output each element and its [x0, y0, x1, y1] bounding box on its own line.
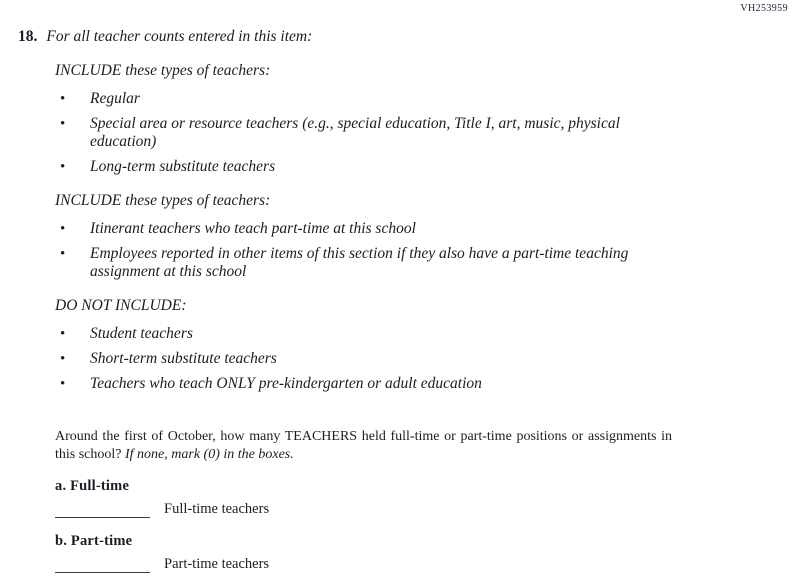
answer-a-row: [55, 501, 797, 518]
part-time-teachers-label: Part-time teachers: [164, 556, 270, 572]
list-item: [55, 90, 663, 108]
list-item: [55, 220, 663, 238]
bullet-icon: •: [60, 91, 66, 107]
list-item: [55, 375, 663, 393]
include-2-list: [55, 220, 797, 281]
list-item: [55, 325, 663, 343]
form-code: VH253959: [740, 3, 788, 14]
bullet-icon: •: [60, 351, 66, 367]
question-intro-line: [18, 27, 797, 46]
list-item: [55, 350, 663, 368]
bullet-icon: •: [60, 116, 66, 132]
full-time-teachers-label: Full-time teachers: [164, 501, 270, 517]
list-item-text: Itinerant teachers who teach part-time at this school: [90, 220, 416, 237]
list-item-text: Short-term substitute teachers: [90, 350, 277, 367]
bullet-icon: •: [60, 246, 66, 262]
do-not-include-list: [55, 325, 797, 393]
question-prompt: [55, 428, 672, 463]
part-time-teachers-input[interactable]: [55, 557, 150, 573]
list-item-text: Regular: [90, 90, 140, 107]
list-item-text: Special area or resource teachers (e.g., special education, Title I, art, music, physical education): [90, 115, 620, 150]
question-prompt-note: If none, mark (0) in the boxes.: [125, 446, 294, 462]
answer-b-row: [55, 556, 797, 573]
question-prompt-text: Around the first of October, how many TEACHERS held full-time or part-time positions or assignments in this school?: [55, 429, 672, 462]
bullet-icon: •: [60, 159, 66, 175]
list-item: [55, 245, 663, 281]
include-1-heading: INCLUDE these types of teachers:: [55, 62, 271, 79]
bullet-icon: •: [60, 326, 66, 342]
question-number: 18.: [18, 28, 38, 45]
list-item-text: Teachers who teach ONLY pre-kindergarten or adult education: [90, 375, 482, 392]
list-item-text: Long-term substitute teachers: [90, 158, 276, 175]
question-intro-text: For all teacher counts entered in this item:: [46, 28, 313, 45]
full-time-teachers-input[interactable]: [55, 502, 150, 518]
do-not-include-heading: DO NOT INCLUDE:: [55, 297, 187, 314]
bullet-icon: •: [60, 221, 66, 237]
answer-b-label: b. Part-time: [55, 533, 133, 549]
list-item: [55, 158, 663, 176]
list-item-text: Employees reported in other items of this section if they also have a part-time teaching assignment at this school: [90, 245, 629, 280]
include-1-list: [55, 90, 797, 176]
include-section-1: [55, 61, 797, 176]
answer-a-label: a. Full-time: [55, 478, 130, 494]
answer-section: [55, 478, 797, 573]
bullet-icon: •: [60, 376, 66, 392]
include-section-2: [55, 191, 797, 281]
include-2-heading: INCLUDE these types of teachers:: [55, 192, 271, 209]
do-not-include-section: [55, 296, 797, 393]
list-item: [55, 115, 663, 151]
list-item-text: Student teachers: [90, 325, 193, 342]
